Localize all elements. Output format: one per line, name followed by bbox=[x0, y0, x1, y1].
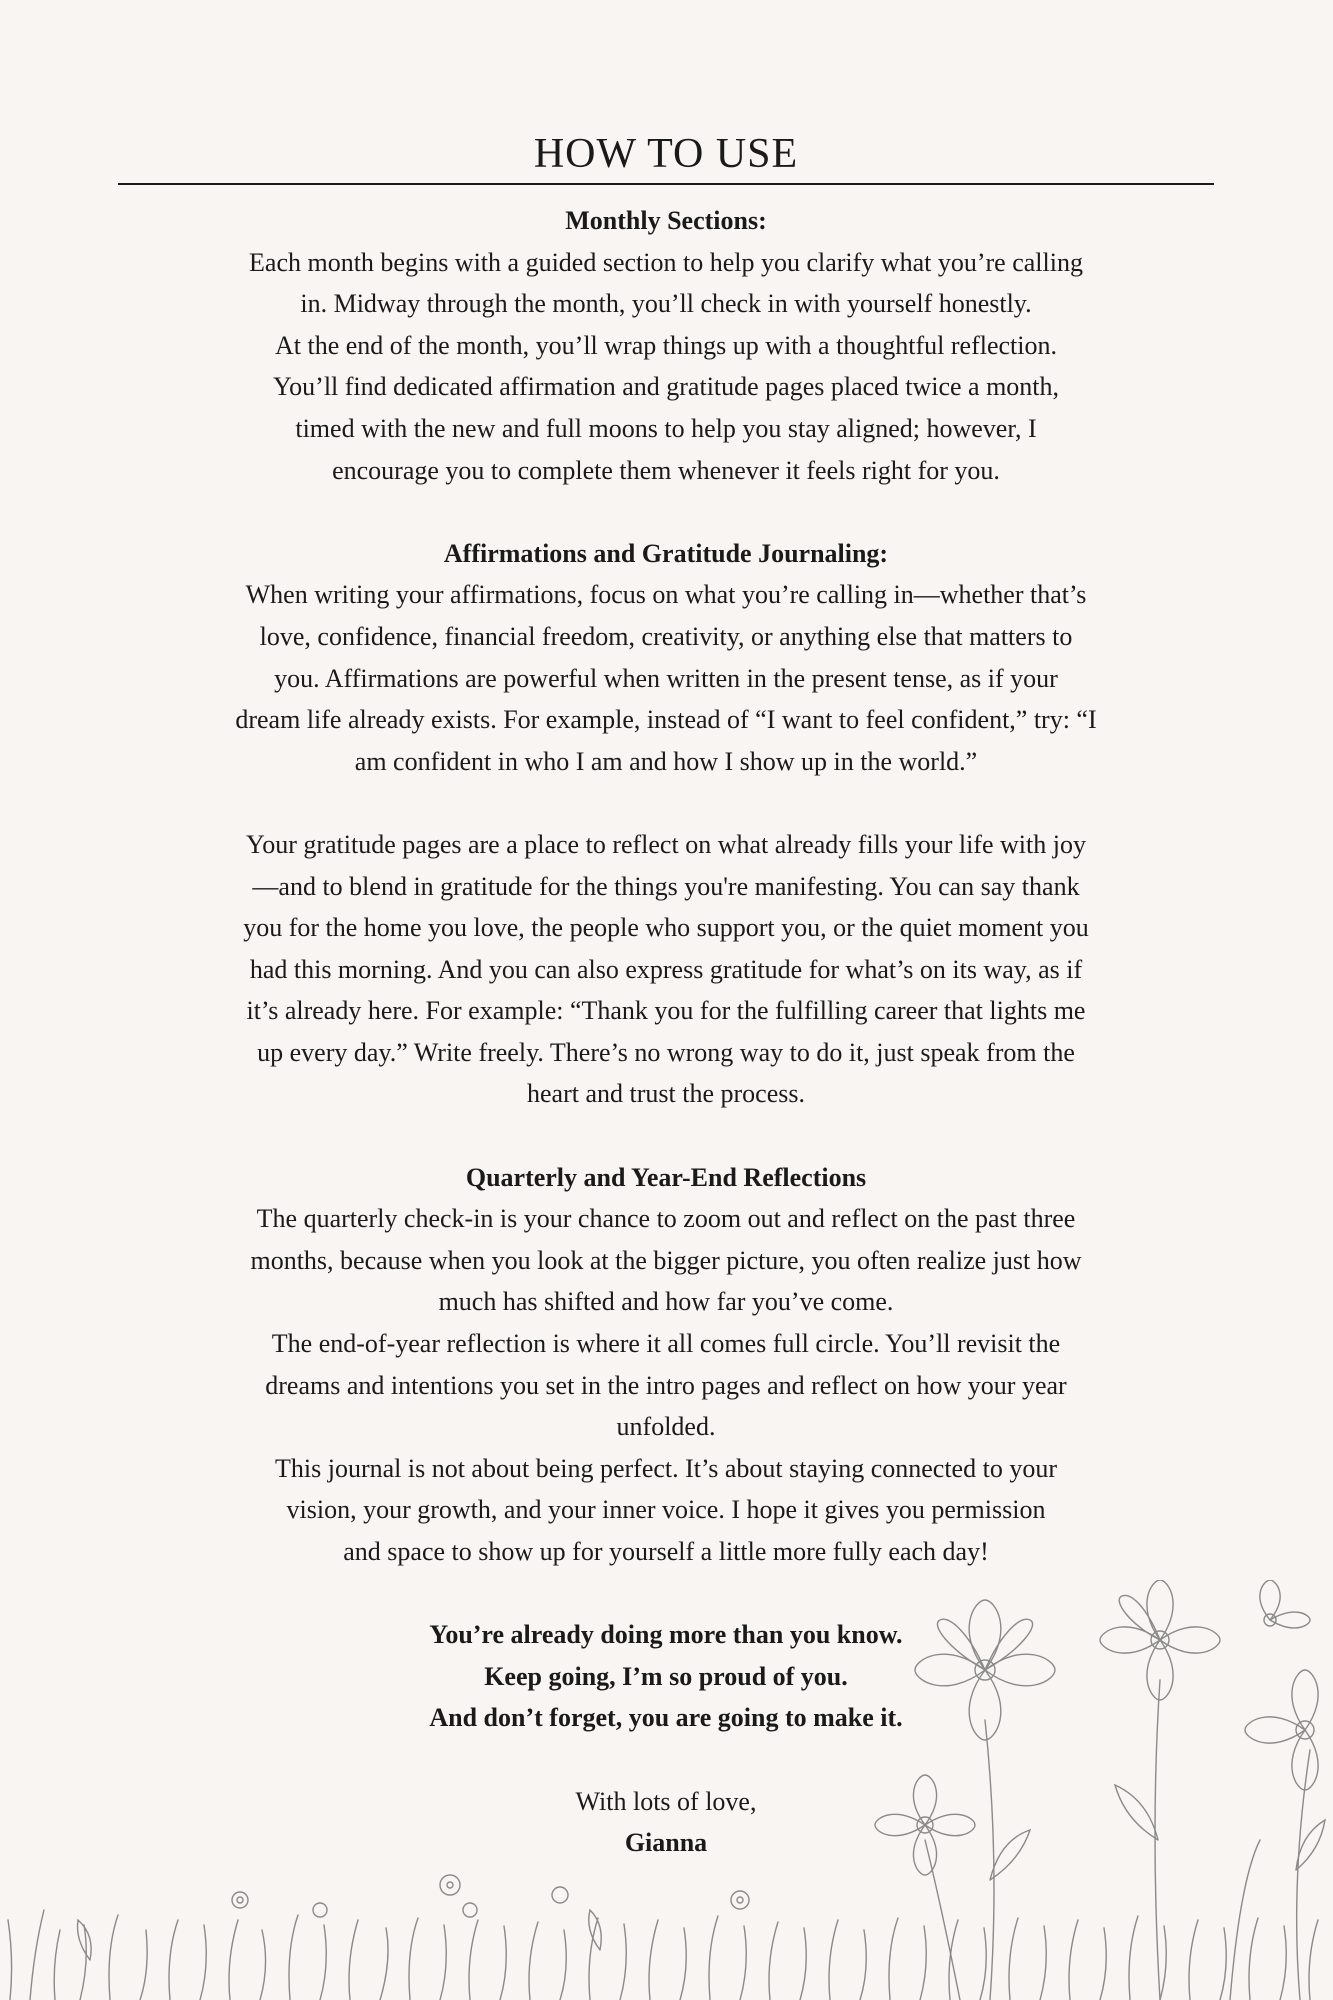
affirmations-heading: Affirmations and Gratitude Journaling: bbox=[443, 538, 889, 568]
affirmations-line: When writing your affirmations, focus on what you’re calling in—whether that’s bbox=[245, 580, 1087, 610]
quarterly-line: unfolded. bbox=[616, 1412, 716, 1442]
spacer bbox=[118, 782, 1214, 824]
quarterly-line: much has shifted and how far you’ve come. bbox=[438, 1287, 894, 1317]
monthly-line: in. Midway through the month, you’ll check in with yourself honestly. bbox=[300, 289, 1032, 319]
spacer bbox=[118, 491, 1214, 533]
closing-line: And don’t forget, you are going to make it. bbox=[429, 1703, 903, 1733]
gratitude-line: you for the home you love, the people who support you, or the quiet moment you bbox=[243, 913, 1089, 943]
gratitude-line: it’s already here. For example: “Thank you for the fulfilling career that lights me bbox=[246, 996, 1086, 1026]
affirmations-line: love, confidence, financial freedom, creativity, or anything else that matters to bbox=[259, 621, 1073, 651]
quarterly-line: The quarterly check-in is your chance to zoom out and reflect on the past three bbox=[256, 1204, 1076, 1234]
gratitude-line: heart and trust the process. bbox=[527, 1079, 805, 1109]
quarterly-heading: Quarterly and Year-End Reflections bbox=[465, 1162, 867, 1192]
signature-name: Gianna bbox=[624, 1828, 708, 1858]
spacer bbox=[118, 1115, 1214, 1157]
quarterly-line: dreams and intentions you set in the intro pages and reflect on how your year bbox=[265, 1370, 1067, 1400]
quarterly-line: months, because when you look at the bigger picture, you often realize just how bbox=[250, 1245, 1082, 1275]
affirmations-line: you. Affirmations are powerful when written in the present tense, as if your bbox=[274, 663, 1058, 693]
body-content bbox=[118, 200, 1214, 1864]
closing-line: You’re already doing more than you know. bbox=[429, 1620, 903, 1650]
gratitude-line: up every day.” Write freely. There’s no wrong way to do it, just speak from the bbox=[257, 1037, 1075, 1067]
quarterly-line: The end-of-year reflection is where it all comes full circle. You’ll revisit the bbox=[271, 1329, 1061, 1359]
monthly-line: You’ll find dedicated affirmation and gratitude pages placed twice a month, bbox=[272, 372, 1060, 402]
title-divider bbox=[118, 183, 1214, 185]
quarterly-line: vision, your growth, and your inner voice. I hope it gives you permission bbox=[286, 1495, 1046, 1525]
spacer bbox=[118, 1739, 1214, 1781]
closing-line: Keep going, I’m so proud of you. bbox=[484, 1661, 848, 1691]
monthly-line: At the end of the month, you’ll wrap things up with a thoughtful reflection. bbox=[274, 330, 1058, 360]
gratitude-line: —and to blend in gratitude for the things you're manifesting. You can say thank bbox=[252, 871, 1080, 901]
signoff-line: With lots of love, bbox=[575, 1786, 757, 1816]
monthly-heading: Monthly Sections: bbox=[565, 206, 767, 235]
affirmations-line: am confident in who I am and how I show up in the world.” bbox=[354, 746, 978, 776]
quarterly-line: This journal is not about being perfect. It’s about staying connected to your bbox=[275, 1453, 1057, 1483]
gratitude-line: had this morning. And you can also express gratitude for what’s on its way, as if bbox=[249, 954, 1083, 984]
gratitude-line: Your gratitude pages are a place to reflect on what already fills your life with joy bbox=[246, 829, 1086, 859]
page-title: HOW TO USE bbox=[533, 131, 799, 177]
monthly-line: Each month begins with a guided section to help you clarify what you’re calling bbox=[249, 247, 1083, 277]
monthly-line: encourage you to complete them whenever it feels right for you. bbox=[332, 455, 1000, 485]
quarterly-line: and space to show up for yourself a little more fully each day! bbox=[343, 1537, 989, 1566]
monthly-line: timed with the new and full moons to help you stay aligned; however, I bbox=[295, 413, 1037, 443]
spacer bbox=[118, 1573, 1214, 1615]
affirmations-line: dream life already exists. For example, instead of “I want to feel confident,” try: “I bbox=[235, 705, 1097, 735]
